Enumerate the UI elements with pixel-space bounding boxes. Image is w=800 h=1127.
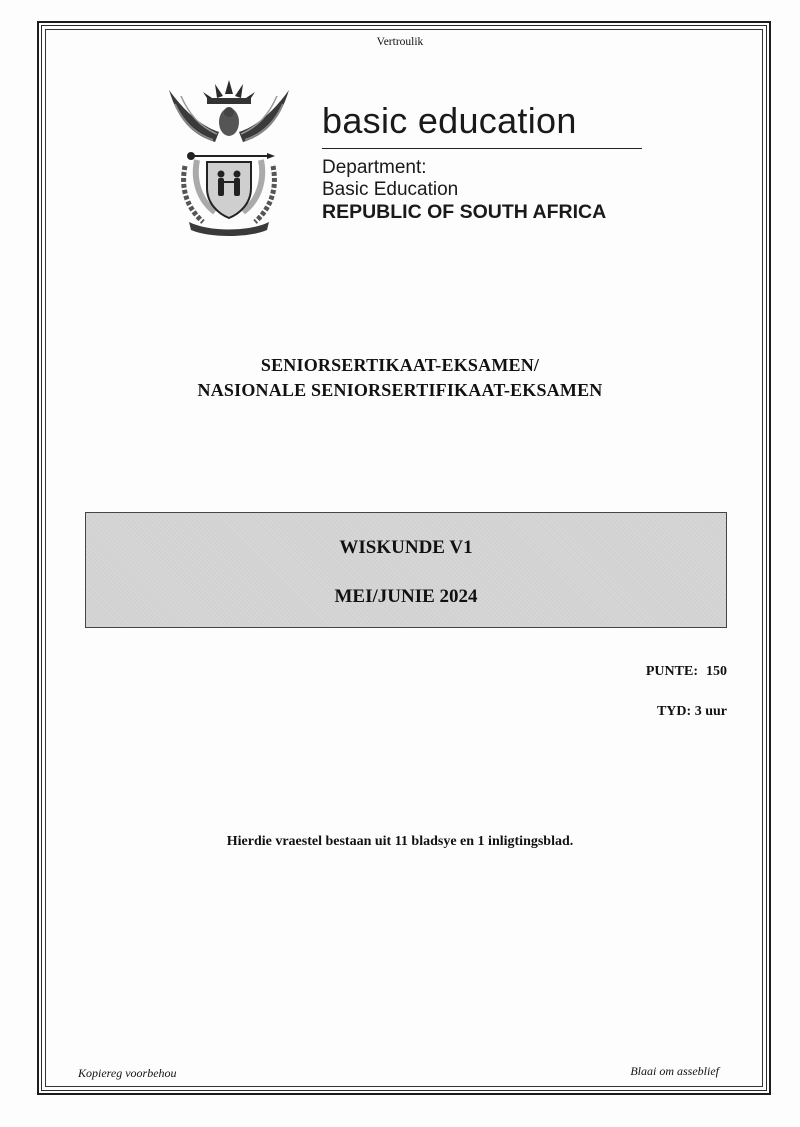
- department-name: Basic Education: [322, 179, 459, 200]
- subject-title: WISKUNDE V1: [339, 537, 473, 558]
- turn-over-footer: Blaai om asseblief: [630, 1064, 719, 1078]
- coat-of-arms-icon: [163, 76, 295, 236]
- brand-divider: [322, 148, 642, 149]
- time-value: 3 uur: [694, 704, 727, 719]
- department-label: Department:: [322, 157, 427, 178]
- exam-title-line-2: NASIONALE SENIORSERTIFIKAAT-EKSAMEN: [197, 380, 603, 400]
- exam-session: MEI/JUNIE 2024: [334, 586, 478, 607]
- marks-label: PUNTE:: [645, 664, 698, 679]
- time-info: [657, 704, 727, 720]
- copyright-footer: Kopiereg voorbehou: [78, 1066, 177, 1080]
- country-name: REPUBLIC OF SOUTH AFRICA: [322, 201, 607, 223]
- marks-value: 150: [706, 664, 727, 679]
- page-count-note: Hierdie vraestel bestaan uit 11 bladsye en 1 inligtingsblad.: [226, 834, 574, 849]
- marks-info: [646, 664, 727, 680]
- subject-box: [85, 512, 727, 628]
- exam-title-line-1: SENIORSERTIKAAT-EKSAMEN/: [260, 355, 540, 375]
- time-label: TYD:: [656, 704, 692, 719]
- confidential-label: Vertroulik: [376, 36, 424, 48]
- brand-title: basic education: [322, 100, 577, 141]
